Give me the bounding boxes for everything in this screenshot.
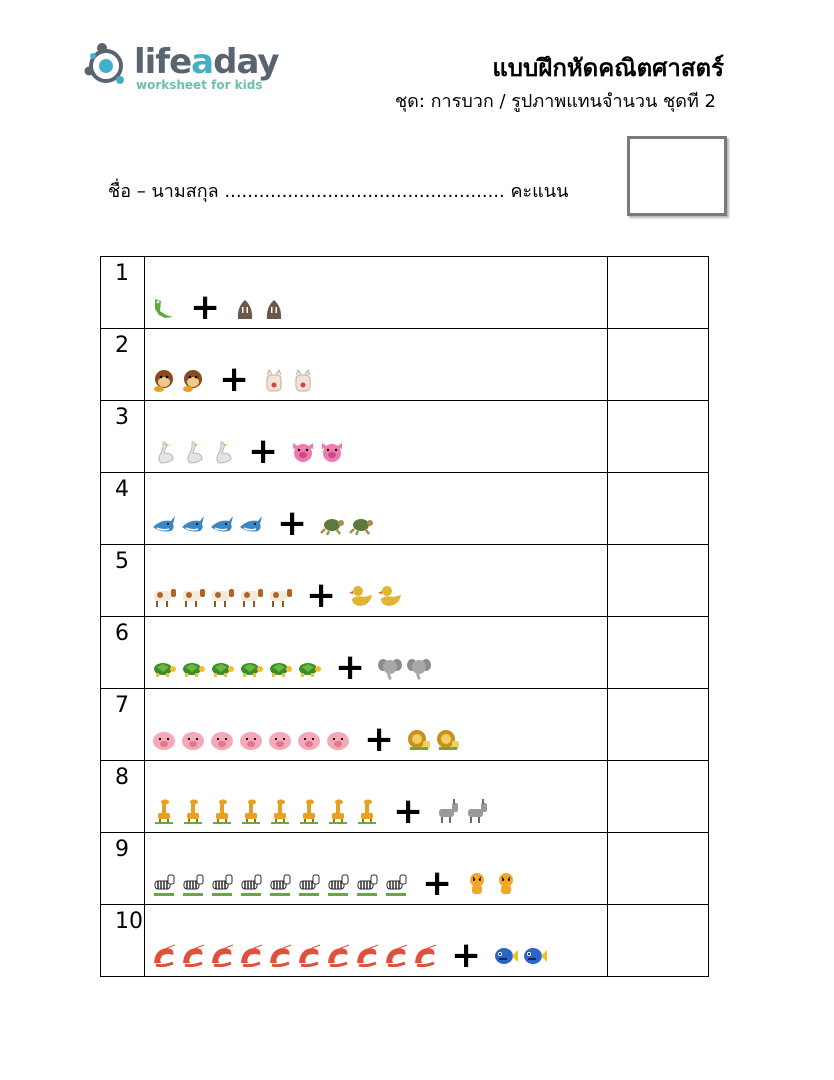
right-addend-group bbox=[319, 511, 377, 537]
answer-cell[interactable] bbox=[608, 401, 709, 473]
shrimp-icon bbox=[296, 943, 322, 969]
zebra-icon bbox=[238, 871, 264, 897]
elephant-icon bbox=[377, 655, 403, 681]
answer-cell[interactable] bbox=[608, 473, 709, 545]
plus-sign: + bbox=[247, 431, 279, 472]
right-addend-group bbox=[464, 871, 522, 897]
problem-table bbox=[100, 256, 709, 977]
problem-row bbox=[101, 545, 709, 617]
cow-icon bbox=[180, 583, 206, 609]
zebra-icon bbox=[151, 871, 177, 897]
turtle-icon bbox=[296, 655, 322, 681]
giraffe-icon bbox=[180, 799, 206, 825]
problem-number: 10 bbox=[115, 909, 143, 934]
shark-icon bbox=[209, 511, 235, 537]
turtle-icon bbox=[209, 655, 235, 681]
problem-question-cell bbox=[144, 833, 607, 905]
picture-equation bbox=[151, 935, 551, 976]
pig-icon bbox=[209, 727, 235, 753]
problem-number-cell bbox=[101, 905, 145, 977]
right-addend-group bbox=[290, 439, 348, 465]
fish-icon bbox=[522, 943, 548, 969]
walrus-icon bbox=[261, 295, 287, 321]
problem-question-cell bbox=[144, 473, 607, 545]
cow-icon bbox=[151, 583, 177, 609]
problem-number-cell bbox=[101, 473, 145, 545]
monkey-icon bbox=[180, 367, 206, 393]
problem-question-cell bbox=[144, 905, 607, 977]
plus-sign: + bbox=[276, 503, 308, 544]
turtle-icon bbox=[180, 655, 206, 681]
plus-sign: + bbox=[450, 935, 482, 976]
worksheet-subtitle: ชุด: การบวก / รูปภาพแทนจำนวน ชุดที 2 bbox=[394, 91, 716, 112]
right-addend-group bbox=[435, 799, 493, 825]
pig-icon bbox=[180, 727, 206, 753]
right-addend-group bbox=[377, 655, 435, 681]
right-addend-group bbox=[348, 583, 406, 609]
zebra-icon bbox=[209, 871, 235, 897]
left-addend-group bbox=[151, 583, 296, 609]
problem-number: 5 bbox=[115, 549, 129, 574]
plus-sign: + bbox=[218, 359, 250, 400]
plus-sign: + bbox=[363, 719, 395, 760]
lucky-cat-icon bbox=[261, 367, 287, 393]
problem-row bbox=[101, 329, 709, 401]
monkey-icon bbox=[151, 367, 177, 393]
shark-icon bbox=[238, 511, 264, 537]
answer-cell[interactable] bbox=[608, 617, 709, 689]
plus-sign: + bbox=[334, 647, 366, 688]
giraffe-icon bbox=[238, 799, 264, 825]
donkey-icon bbox=[464, 799, 490, 825]
problem-number: 2 bbox=[115, 333, 129, 358]
left-addend-group bbox=[151, 439, 238, 465]
right-addend-group bbox=[261, 367, 319, 393]
problem-number: 3 bbox=[115, 405, 129, 430]
crocodile-icon bbox=[151, 295, 177, 321]
problem-number-cell bbox=[101, 689, 145, 761]
duck-icon bbox=[377, 583, 403, 609]
answer-cell[interactable] bbox=[608, 545, 709, 617]
name-score-line: ชื่อ – นามสกุล ................................................. คะแนน bbox=[108, 181, 569, 202]
plus-sign: + bbox=[305, 575, 337, 616]
shrimp-icon bbox=[267, 943, 293, 969]
zebra-icon bbox=[354, 871, 380, 897]
cow-icon bbox=[238, 583, 264, 609]
zebra-icon bbox=[325, 871, 351, 897]
picture-equation bbox=[151, 359, 319, 400]
sea-turtle-icon bbox=[348, 511, 374, 537]
donkey-icon bbox=[435, 799, 461, 825]
left-addend-group bbox=[151, 871, 412, 897]
problem-row bbox=[101, 689, 709, 761]
zebra-icon bbox=[383, 871, 409, 897]
lucky-cat-icon bbox=[290, 367, 316, 393]
picture-equation bbox=[151, 503, 377, 544]
lion-icon bbox=[435, 727, 461, 753]
logo-wordmark: lifeaday bbox=[134, 42, 279, 82]
shrimp-icon bbox=[151, 943, 177, 969]
score-box[interactable] bbox=[627, 136, 727, 216]
picture-equation bbox=[151, 863, 522, 904]
goose-icon bbox=[151, 439, 177, 465]
problem-row bbox=[101, 257, 709, 329]
pig-icon bbox=[238, 727, 264, 753]
shark-icon bbox=[180, 511, 206, 537]
problem-row bbox=[101, 473, 709, 545]
answer-cell[interactable] bbox=[608, 329, 709, 401]
problem-question-cell bbox=[144, 617, 607, 689]
elephant-icon bbox=[406, 655, 432, 681]
pig-face-icon bbox=[290, 439, 316, 465]
problem-number: 8 bbox=[115, 765, 129, 790]
zebra-icon bbox=[296, 871, 322, 897]
problem-number: 6 bbox=[115, 621, 129, 646]
giraffe-icon bbox=[151, 799, 177, 825]
problem-question-cell bbox=[144, 689, 607, 761]
pig-icon bbox=[267, 727, 293, 753]
picture-equation bbox=[151, 431, 348, 472]
problem-row bbox=[101, 617, 709, 689]
answer-cell[interactable] bbox=[608, 905, 709, 977]
shrimp-icon bbox=[180, 943, 206, 969]
logo-tagline: worksheet for kids bbox=[136, 78, 263, 92]
left-addend-group bbox=[151, 943, 441, 969]
walrus-icon bbox=[232, 295, 258, 321]
problem-number-cell bbox=[101, 761, 145, 833]
turtle-icon bbox=[267, 655, 293, 681]
shrimp-icon bbox=[325, 943, 351, 969]
turtle-icon bbox=[238, 655, 264, 681]
left-addend-group bbox=[151, 367, 209, 393]
problem-question-cell bbox=[144, 545, 607, 617]
zebra-icon bbox=[180, 871, 206, 897]
left-addend-group bbox=[151, 727, 354, 753]
plus-sign: + bbox=[189, 287, 221, 328]
problem-number: 4 bbox=[115, 477, 129, 502]
problem-row bbox=[101, 905, 709, 977]
cow-icon bbox=[209, 583, 235, 609]
plus-sign: + bbox=[421, 863, 453, 904]
giraffe-icon bbox=[354, 799, 380, 825]
right-addend-group bbox=[493, 943, 551, 969]
problem-number: 9 bbox=[115, 837, 129, 862]
picture-equation bbox=[151, 719, 464, 760]
right-addend-group bbox=[406, 727, 464, 753]
left-addend-group bbox=[151, 655, 325, 681]
shrimp-icon bbox=[209, 943, 235, 969]
lion-icon bbox=[406, 727, 432, 753]
sea-turtle-icon bbox=[319, 511, 345, 537]
goose-icon bbox=[209, 439, 235, 465]
worksheet-title: แบบฝึกหัดคณิตศาสตร์ bbox=[492, 54, 724, 82]
shrimp-icon bbox=[383, 943, 409, 969]
answer-cell[interactable] bbox=[608, 833, 709, 905]
shrimp-icon bbox=[412, 943, 438, 969]
left-addend-group bbox=[151, 799, 383, 825]
shark-icon bbox=[151, 511, 177, 537]
picture-equation bbox=[151, 575, 406, 616]
duck-icon bbox=[348, 583, 374, 609]
problem-number-cell bbox=[101, 257, 145, 329]
turtle-icon bbox=[151, 655, 177, 681]
tiger-icon bbox=[464, 871, 490, 897]
lifeaday-logo bbox=[82, 40, 282, 96]
pig-icon bbox=[296, 727, 322, 753]
problem-row bbox=[101, 833, 709, 905]
giraffe-icon bbox=[296, 799, 322, 825]
right-addend-group bbox=[232, 295, 290, 321]
giraffe-icon bbox=[325, 799, 351, 825]
fish-icon bbox=[493, 943, 519, 969]
problem-question-cell bbox=[144, 761, 607, 833]
problem-row bbox=[101, 401, 709, 473]
shrimp-icon bbox=[238, 943, 264, 969]
problem-question-cell bbox=[144, 329, 607, 401]
logo-mark-icon bbox=[82, 40, 134, 92]
pig-icon bbox=[325, 727, 351, 753]
pig-icon bbox=[151, 727, 177, 753]
problem-number-cell bbox=[101, 545, 145, 617]
problem-row bbox=[101, 761, 709, 833]
cow-icon bbox=[267, 583, 293, 609]
left-addend-group bbox=[151, 295, 180, 321]
answer-cell[interactable] bbox=[608, 689, 709, 761]
answer-cell[interactable] bbox=[608, 257, 709, 329]
problem-number: 1 bbox=[115, 261, 129, 286]
zebra-icon bbox=[267, 871, 293, 897]
picture-equation bbox=[151, 791, 493, 832]
giraffe-icon bbox=[267, 799, 293, 825]
plus-sign: + bbox=[392, 791, 424, 832]
left-addend-group bbox=[151, 511, 267, 537]
goose-icon bbox=[180, 439, 206, 465]
problem-question-cell bbox=[144, 401, 607, 473]
problem-number-cell bbox=[101, 401, 145, 473]
giraffe-icon bbox=[209, 799, 235, 825]
problem-number-cell bbox=[101, 833, 145, 905]
problem-number-cell bbox=[101, 617, 145, 689]
problem-number-cell bbox=[101, 329, 145, 401]
pig-face-icon bbox=[319, 439, 345, 465]
shrimp-icon bbox=[354, 943, 380, 969]
problem-question-cell bbox=[144, 257, 607, 329]
problem-number: 7 bbox=[115, 693, 129, 718]
answer-cell[interactable] bbox=[608, 761, 709, 833]
tiger-icon bbox=[493, 871, 519, 897]
picture-equation bbox=[151, 287, 290, 328]
picture-equation bbox=[151, 647, 435, 688]
